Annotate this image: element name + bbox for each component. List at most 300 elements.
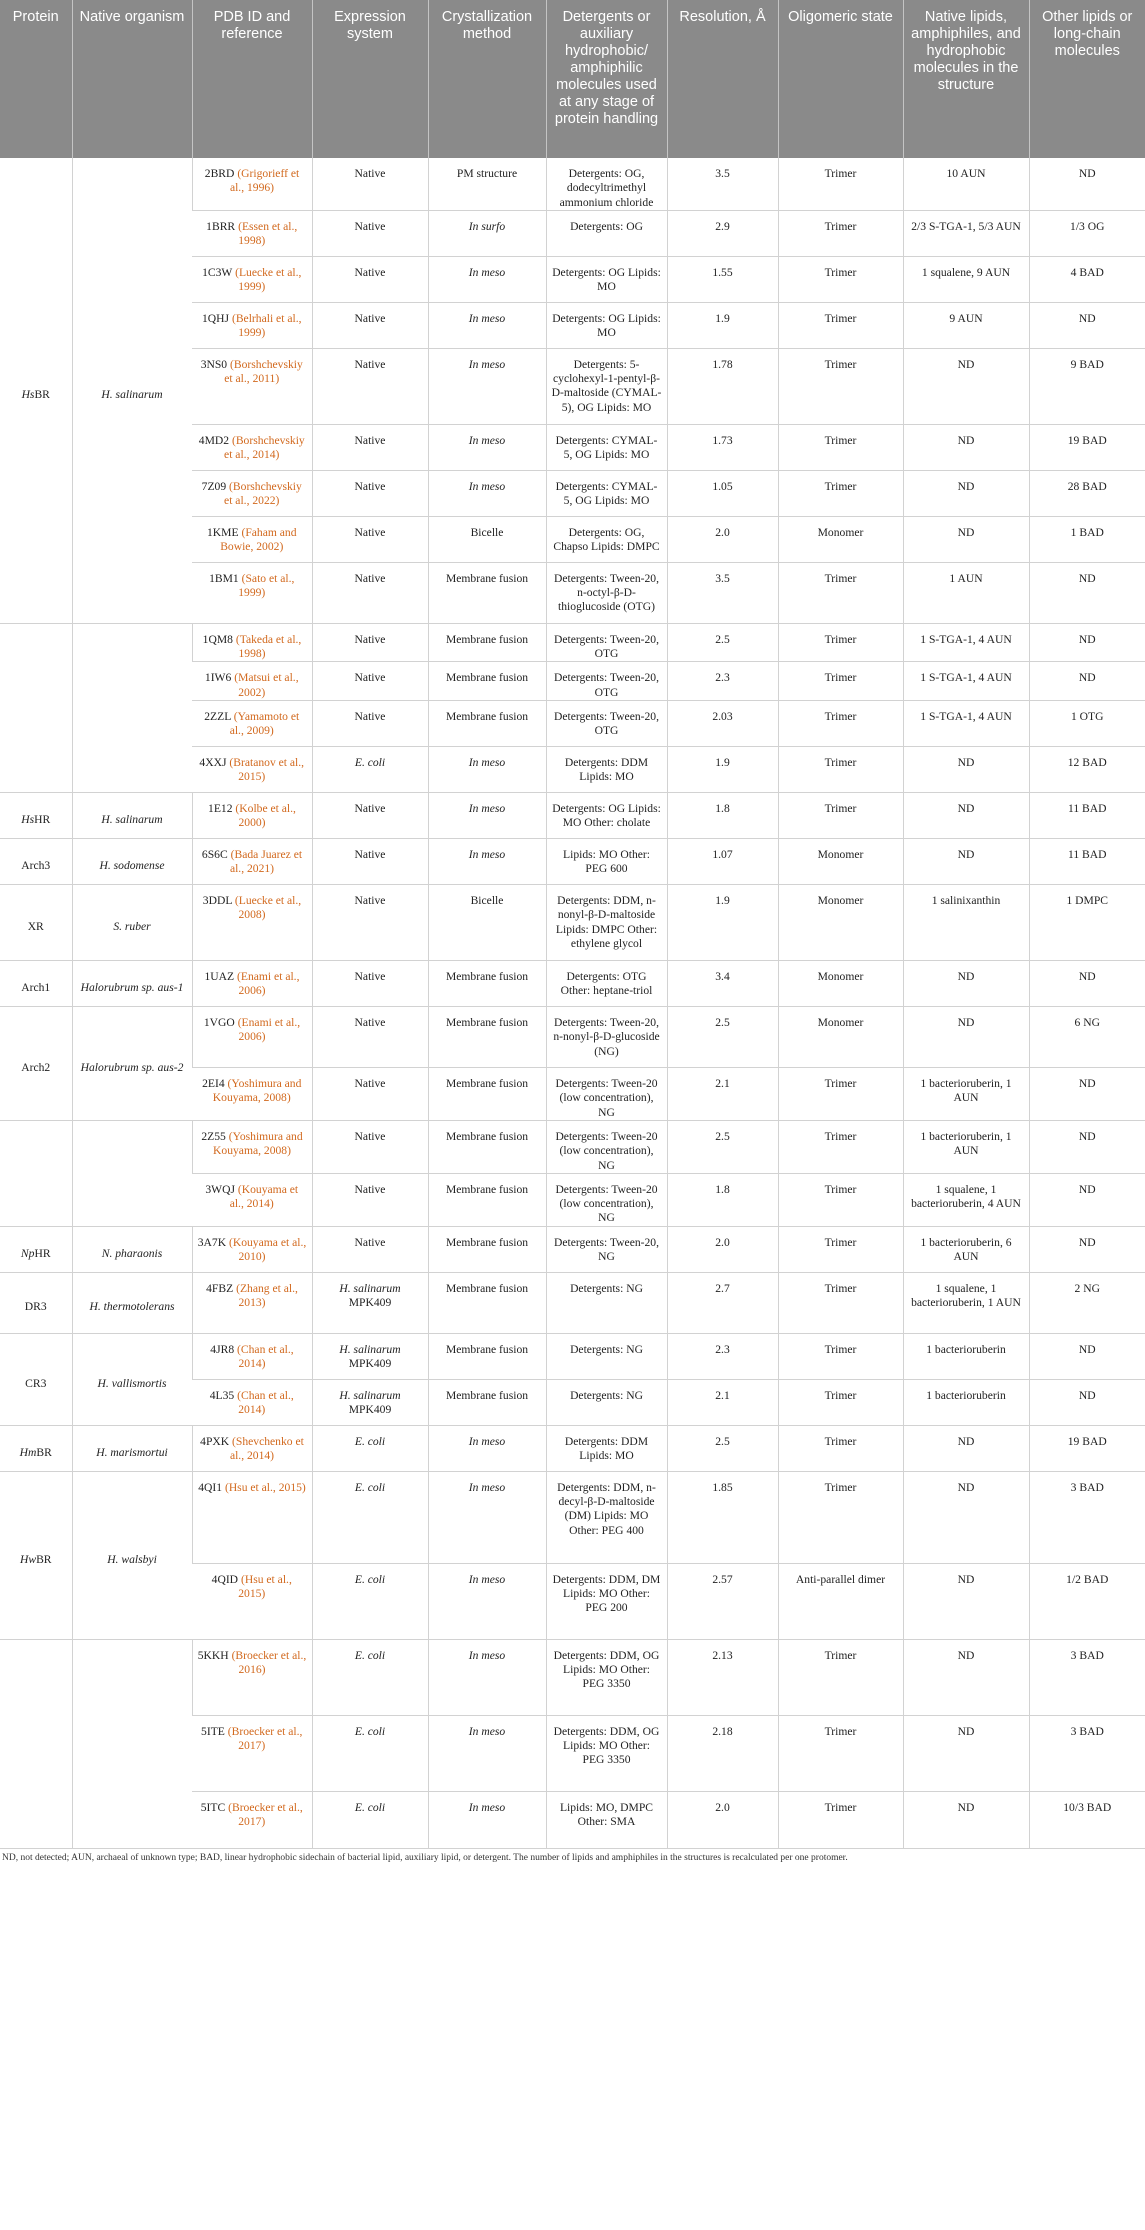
resolution-cell: 3.4 [667, 961, 778, 1007]
expression-cell [312, 839, 428, 885]
expression-system: E. coli [354, 1800, 386, 1814]
resolution-cell: 2.18 [667, 1715, 778, 1791]
method-cell [428, 1379, 546, 1425]
organism-name: H. sodomense [99, 858, 165, 872]
pdb-id: 4QID [211, 1572, 239, 1586]
crystallization-method: Membrane fusion [445, 1281, 529, 1295]
pdb-id: 4XXJ [199, 756, 227, 770]
expression-system: Native [354, 1129, 386, 1143]
reference-link[interactable]: (Zhang et al., 2013) [236, 1281, 298, 1310]
protein-cell [0, 158, 72, 623]
oligomeric-cell: Trimer [778, 562, 903, 623]
crystallization-method: Membrane fusion [445, 1182, 529, 1196]
expression-system: Native [354, 433, 386, 447]
reference-link[interactable]: (Shevchenko et al., 2014) [229, 1434, 304, 1463]
protein-cell [0, 839, 72, 885]
pdb-id: 4JR8 [210, 1342, 235, 1356]
column-header: Crystallization method [428, 0, 546, 158]
detergents-cell: Detergents: DDM Lipids: MO [546, 1425, 667, 1471]
pdb-cell [192, 1333, 312, 1379]
column-header: PDB ID and reference [192, 0, 312, 158]
oligomeric-cell: Trimer [778, 793, 903, 839]
crystallization-method: In meso [468, 802, 506, 816]
pdb-cell [192, 1379, 312, 1425]
expression-cell [312, 623, 428, 662]
method-cell [428, 1715, 546, 1791]
native-lipids-cell: ND [903, 1563, 1029, 1639]
expression-cell [312, 302, 428, 348]
expression-cell [312, 885, 428, 961]
protein-cell [0, 1007, 72, 1121]
native-lipids-cell: ND [903, 1715, 1029, 1791]
organism-cell [72, 885, 192, 961]
reference-link[interactable]: (Borshchevskiy et al., 2014) [224, 433, 305, 462]
other-lipids-cell: 3 BAD [1029, 1471, 1145, 1563]
crystallization-method: In meso [468, 1800, 506, 1814]
native-lipids-cell: ND [903, 1007, 1029, 1068]
expression-cell [312, 1173, 428, 1226]
native-lipids-cell: 1 squalene, 9 AUN [903, 256, 1029, 302]
oligomeric-cell: Trimer [778, 1715, 903, 1791]
expression-cell [312, 662, 428, 701]
method-cell [428, 701, 546, 747]
protein-cell [0, 885, 72, 961]
other-lipids-cell: ND [1029, 1173, 1145, 1226]
protein-cell [0, 793, 72, 839]
oligomeric-cell: Trimer [778, 1471, 903, 1563]
pdb-id: 5ITE [201, 1724, 225, 1738]
reference-link[interactable]: (Borshchevskiy et al., 2011) [224, 357, 303, 386]
expression-system: Native [354, 802, 386, 816]
table-row [0, 1471, 1145, 1563]
pdb-cell [192, 1007, 312, 1068]
other-lipids-cell: 19 BAD [1029, 1425, 1145, 1471]
expression-cell [312, 210, 428, 256]
method-cell [428, 1563, 546, 1639]
pdb-cell [192, 424, 312, 470]
pdb-id: 1BRR [206, 219, 236, 233]
method-cell [428, 885, 546, 961]
expression-cell [312, 1226, 428, 1272]
table-header-row [0, 0, 1145, 158]
other-lipids-cell: 12 BAD [1029, 747, 1145, 793]
crystallization-method: In meso [468, 848, 506, 862]
expression-cell [312, 1563, 428, 1639]
oligomeric-cell: Trimer [778, 1272, 903, 1333]
other-lipids-cell: 1 DMPC [1029, 885, 1145, 961]
pdb-cell [192, 1173, 312, 1226]
column-header: Resolution, Å [667, 0, 778, 158]
organism-cell [72, 1007, 192, 1121]
method-cell [428, 302, 546, 348]
expression-system: Native [354, 632, 386, 646]
reference-link[interactable]: (Broecker et al., 2016) [231, 1648, 307, 1677]
column-header: Oligomeric state [778, 0, 903, 158]
pdb-cell [192, 1068, 312, 1121]
expression-cell [312, 158, 428, 210]
protein-prefix: Np [20, 1246, 35, 1260]
other-lipids-cell: ND [1029, 623, 1145, 662]
pdb-id: 3A7K [197, 1235, 227, 1249]
other-lipids-cell: 2 NG [1029, 1272, 1145, 1333]
reference-link[interactable]: (Bada Juarez et al., 2021) [229, 848, 303, 876]
resolution-cell: 2.7 [667, 1272, 778, 1333]
organism-cell [72, 1120, 192, 1226]
native-lipids-cell: 1 bacterioruberin [903, 1379, 1029, 1425]
expression-organism: H. salinarum [339, 1342, 401, 1356]
resolution-cell: 2.5 [667, 623, 778, 662]
protein-cell [0, 961, 72, 1007]
reference-link[interactable]: (Grigorieff et al., 1996) [229, 167, 300, 195]
native-lipids-cell: ND [903, 793, 1029, 839]
method-cell [428, 961, 546, 1007]
detergents-cell: Detergents: DDM, OG Lipids: MO Other: PEG 3350 [546, 1639, 667, 1715]
organism-name: S. ruber [113, 919, 151, 933]
native-lipids-cell: 1 salinixanthin [903, 885, 1029, 961]
resolution-cell: 1.85 [667, 1471, 778, 1563]
reference-link[interactable]: (Takeda et al., 1998) [235, 632, 302, 661]
oligomeric-cell: Monomer [778, 839, 903, 885]
crystallization-method: In meso [468, 433, 506, 447]
reference-link[interactable]: (Hsu et al., 2015) [224, 1480, 306, 1494]
native-lipids-cell: ND [903, 470, 1029, 516]
table-body [0, 158, 1145, 1848]
pdb-id: 4FBZ [206, 1281, 234, 1295]
native-lipids-cell: 1 S-TGA-1, 4 AUN [903, 662, 1029, 701]
reference-link[interactable]: (Enami et al., 2006) [237, 970, 300, 998]
resolution-cell: 2.0 [667, 1791, 778, 1848]
expression-system: Native [354, 970, 386, 984]
other-lipids-cell: 1/3 OG [1029, 210, 1145, 256]
reference-link[interactable]: (Hsu et al., 2015) [238, 1572, 292, 1601]
pdb-id: 1KME [206, 525, 239, 539]
pdb-id: 4QI1 [198, 1480, 223, 1494]
detergents-cell: Detergents: Tween-20, OTG [546, 662, 667, 701]
reference-link[interactable]: (Enami et al., 2006) [237, 1016, 301, 1044]
native-lipids-cell: ND [903, 1425, 1029, 1471]
oligomeric-cell: Monomer [778, 1007, 903, 1068]
reference-link[interactable]: (Kouyama et al., 2010) [228, 1235, 307, 1264]
expression-cell [312, 1639, 428, 1715]
detergents-cell: Detergents: Tween-20, NG [546, 1226, 667, 1272]
pdb-id: 1IW6 [204, 671, 232, 685]
crystallization-method: In meso [468, 1572, 506, 1586]
organism-name: Halorubrum sp. aus-2 [80, 1060, 184, 1074]
reference-link[interactable]: (Broecker et al., 2017) [228, 1800, 303, 1829]
crystallization-method: In surfo [468, 219, 506, 233]
protein-cell [0, 1120, 72, 1226]
reference-link[interactable]: (Yoshimura and Kouyama, 2008) [212, 1077, 302, 1105]
protein-prefix: Hs [21, 387, 35, 401]
oligomeric-cell: Trimer [778, 1068, 903, 1121]
expression-system: Native [354, 848, 386, 862]
method-cell [428, 1471, 546, 1563]
native-lipids-cell: 1 bacterioruberin, 6 AUN [903, 1226, 1029, 1272]
organism-cell [72, 1226, 192, 1272]
oligomeric-cell: Monomer [778, 961, 903, 1007]
oligomeric-cell: Trimer [778, 302, 903, 348]
oligomeric-cell: Trimer [778, 1639, 903, 1715]
other-lipids-cell: 9 BAD [1029, 348, 1145, 424]
crystallization-method: In meso [468, 756, 506, 770]
method-cell [428, 256, 546, 302]
pdb-cell [192, 623, 312, 662]
other-lipids-cell: 3 BAD [1029, 1715, 1145, 1791]
expression-system: Native [354, 219, 386, 233]
organism-cell [72, 1425, 192, 1471]
oligomeric-cell: Trimer [778, 1791, 903, 1848]
protein-cell [0, 1471, 72, 1639]
column-header: Native organism [72, 0, 192, 158]
expression-cell [312, 348, 428, 424]
protein-name: Arch3 [21, 858, 51, 872]
detergents-cell: Detergents: NG [546, 1379, 667, 1425]
method-cell [428, 562, 546, 623]
crystallization-method: Bicelle [470, 894, 504, 908]
pdb-id: 2Z55 [201, 1129, 226, 1143]
detergents-cell: Lipids: MO, DMPC Other: SMA [546, 1791, 667, 1848]
pdb-cell [192, 1471, 312, 1563]
oligomeric-cell: Trimer [778, 701, 903, 747]
pdb-cell [192, 1715, 312, 1791]
detergents-cell: Detergents: DDM Lipids: MO [546, 747, 667, 793]
other-lipids-cell: ND [1029, 158, 1145, 210]
reference-link[interactable]: (Yamamoto et al., 2009) [229, 710, 300, 738]
resolution-cell: 2.13 [667, 1639, 778, 1715]
method-cell [428, 1226, 546, 1272]
detergents-cell: Detergents: 5-cyclohexyl-1-pentyl-β-D-maltoside (CYMAL-5), OG Lipids: MO [546, 348, 667, 424]
pdb-cell [192, 701, 312, 747]
oligomeric-cell: Trimer [778, 1425, 903, 1471]
expression-system: E. coli [354, 756, 386, 770]
resolution-cell: 1.73 [667, 424, 778, 470]
detergents-cell: Detergents: OTG Other: heptane-triol [546, 961, 667, 1007]
detergents-cell: Detergents: Tween-20 (low concentration), NG [546, 1068, 667, 1121]
native-lipids-cell: ND [903, 1791, 1029, 1848]
crystallization-method: In meso [468, 1480, 506, 1494]
column-header: Other lipids or long-chain molecules [1029, 0, 1145, 158]
pdb-cell [192, 1226, 312, 1272]
expression-system: Native [354, 571, 386, 585]
pdb-cell [192, 562, 312, 623]
protein-cell [0, 1639, 72, 1848]
resolution-cell: 2.0 [667, 1226, 778, 1272]
crystallization-method: In meso [468, 1648, 506, 1662]
table-footnote: ND, not detected; AUN, archaeal of unknown type; BAD, linear hydrophobic sidechain of bacterial lipid, auxiliary lipid, or detergent. The number of lipids and amphiphiles in the structures is recalculated per one protomer. [2, 1852, 848, 1863]
resolution-cell: 2.03 [667, 701, 778, 747]
oligomeric-cell: Trimer [778, 1120, 903, 1173]
reference-link[interactable]: (Sato et al., 1999) [238, 571, 295, 600]
expression-system: Native [354, 1077, 386, 1091]
crystallization-method: In meso [468, 1434, 506, 1448]
organism-cell [72, 839, 192, 885]
expression-cell [312, 1425, 428, 1471]
native-lipids-cell: ND [903, 516, 1029, 562]
reference-link[interactable]: (Luecke et al., 2008) [234, 894, 302, 922]
organism-name: H. salinarum [101, 812, 163, 826]
expression-cell [312, 1333, 428, 1379]
other-lipids-cell: 19 BAD [1029, 424, 1145, 470]
expression-system: Native [354, 311, 386, 325]
other-lipids-cell: 4 BAD [1029, 256, 1145, 302]
resolution-cell: 1.8 [667, 1173, 778, 1226]
crystallization-method: In meso [468, 357, 506, 371]
pdb-id: 3NS0 [200, 357, 228, 371]
expression-system: Native [354, 894, 386, 908]
detergents-cell: Detergents: OG, Chapso Lipids: DMPC [546, 516, 667, 562]
organism-cell [72, 1272, 192, 1333]
protein-suffix: BR [34, 387, 50, 401]
reference-link[interactable]: (Chan et al., 2014) [237, 1388, 294, 1417]
pdb-cell [192, 470, 312, 516]
reference-link[interactable]: (Chan et al., 2014) [237, 1342, 294, 1371]
expression-system: Native [354, 1182, 386, 1196]
expression-system: E. coli [354, 1572, 386, 1586]
organism-cell [72, 1333, 192, 1425]
reference-link[interactable]: (Luecke et al., 1999) [235, 265, 302, 294]
oligomeric-cell: Trimer [778, 1173, 903, 1226]
oligomeric-cell: Trimer [778, 348, 903, 424]
table-row [0, 1007, 1145, 1068]
crystallization-method: Membrane fusion [445, 1129, 529, 1143]
protein-suffix: HR [34, 812, 51, 826]
reference-link[interactable]: (Borshchevskiy et al., 2022) [224, 479, 302, 508]
resolution-cell: 1.9 [667, 885, 778, 961]
protein-name: DR3 [24, 1300, 47, 1314]
resolution-cell: 3.5 [667, 158, 778, 210]
resolution-cell: 1.9 [667, 302, 778, 348]
reference-link[interactable]: (Broecker et al., 2017) [227, 1724, 303, 1753]
pdb-cell [192, 662, 312, 701]
pdb-id: 7Z09 [201, 479, 227, 493]
resolution-cell: 3.5 [667, 562, 778, 623]
resolution-cell: 2.5 [667, 1425, 778, 1471]
detergents-cell: Detergents: CYMAL-5, OG Lipids: MO [546, 470, 667, 516]
reference-link[interactable]: (Belrhali et al., 1999) [231, 311, 302, 340]
reference-link[interactable]: (Kouyama et al., 2014) [229, 1182, 299, 1211]
table-row [0, 1272, 1145, 1333]
native-lipids-cell: 1 squalene, 1 bacterioruberin, 1 AUN [903, 1272, 1029, 1333]
native-lipids-cell: 9 AUN [903, 302, 1029, 348]
pdb-cell [192, 256, 312, 302]
table-row [0, 793, 1145, 839]
protein-suffix: HR [34, 1246, 51, 1260]
method-cell [428, 516, 546, 562]
organism-cell [72, 961, 192, 1007]
native-lipids-cell: ND [903, 1471, 1029, 1563]
native-lipids-cell: 1 S-TGA-1, 4 AUN [903, 701, 1029, 747]
table-row [0, 158, 1145, 210]
crystallization-method: Membrane fusion [445, 710, 529, 724]
expression-organism: H. salinarum [339, 1281, 401, 1295]
pdb-id: 4L35 [209, 1388, 235, 1402]
expression-system: Native [354, 671, 386, 685]
expression-cell [312, 424, 428, 470]
oligomeric-cell: Monomer [778, 516, 903, 562]
method-cell [428, 348, 546, 424]
other-lipids-cell: 6 NG [1029, 1007, 1145, 1068]
table-row [0, 1333, 1145, 1379]
reference-link[interactable]: (Faham and Bowie, 2002) [220, 525, 297, 554]
method-cell [428, 839, 546, 885]
native-lipids-cell: ND [903, 1639, 1029, 1715]
native-lipids-cell: 1 bacterioruberin [903, 1333, 1029, 1379]
other-lipids-cell: ND [1029, 1226, 1145, 1272]
pdb-id: 5KKH [197, 1648, 229, 1662]
crystallization-method: In meso [468, 265, 506, 279]
detergents-cell: Detergents: NG [546, 1272, 667, 1333]
resolution-cell: 1.78 [667, 348, 778, 424]
organism-name: H. walsbyi [107, 1552, 157, 1566]
native-lipids-cell: ND [903, 961, 1029, 1007]
expression-system: Native [354, 1235, 386, 1249]
detergents-cell: Detergents: Tween-20, n-octyl-β-D-thioglucoside (OTG) [546, 562, 667, 623]
oligomeric-cell: Trimer [778, 158, 903, 210]
other-lipids-cell: 1 BAD [1029, 516, 1145, 562]
table-row [0, 623, 1145, 662]
pdb-id: 4MD2 [198, 433, 230, 447]
detergents-cell: Detergents: DDM, n-decyl-β-D-maltoside (DM) Lipids: MO Other: PEG 400 [546, 1471, 667, 1563]
table-row [0, 1120, 1145, 1173]
resolution-cell: 2.1 [667, 1068, 778, 1121]
oligomeric-cell: Trimer [778, 747, 903, 793]
resolution-cell: 1.8 [667, 793, 778, 839]
detergents-cell: Detergents: DDM, OG Lipids: MO Other: PEG 3350 [546, 1715, 667, 1791]
organism-name: H. thermotolerans [89, 1300, 175, 1314]
other-lipids-cell: 1 OTG [1029, 701, 1145, 747]
pdb-id: 6S6C [201, 848, 228, 862]
protein-suffix: BR [36, 1552, 52, 1566]
expression-system: E. coli [354, 1434, 386, 1448]
other-lipids-cell: 3 BAD [1029, 1639, 1145, 1715]
expression-cell [312, 1007, 428, 1068]
crystallization-method: In meso [468, 311, 506, 325]
oligomeric-cell: Trimer [778, 1379, 903, 1425]
protein-prefix: Hw [19, 1552, 37, 1566]
oligomeric-cell: Trimer [778, 424, 903, 470]
reference-link[interactable]: (Yoshimura and Kouyama, 2008) [213, 1129, 303, 1158]
pdb-id: 1VGO [203, 1016, 235, 1030]
protein-name: CR3 [25, 1376, 47, 1390]
method-cell [428, 1333, 546, 1379]
column-header: Native lipids, amphiphiles, and hydrophobic molecules in the structure [903, 0, 1029, 158]
protein-cell [0, 1272, 72, 1333]
expression-cell [312, 1471, 428, 1563]
table-row [0, 961, 1145, 1007]
reference-link[interactable]: (Kolbe et al., 2000) [235, 802, 296, 830]
oligomeric-cell: Anti-parallel dimer [778, 1563, 903, 1639]
protein-name: XR [27, 919, 44, 933]
method-cell [428, 793, 546, 839]
resolution-cell: 1.07 [667, 839, 778, 885]
reference-link[interactable]: (Bratanov et al., 2015) [229, 756, 305, 784]
pdb-cell [192, 793, 312, 839]
expression-cell [312, 562, 428, 623]
crystallization-method: Membrane fusion [445, 1016, 529, 1030]
method-cell [428, 424, 546, 470]
expression-cell [312, 747, 428, 793]
method-cell [428, 1639, 546, 1715]
organism-cell [72, 793, 192, 839]
native-lipids-cell: 1 S-TGA-1, 4 AUN [903, 623, 1029, 662]
reference-link[interactable]: (Matsui et al., 2002) [234, 671, 299, 699]
oligomeric-cell: Monomer [778, 885, 903, 961]
expression-system: E. coli [354, 1648, 386, 1662]
native-lipids-cell: 10 AUN [903, 158, 1029, 210]
expression-system: Native [354, 1016, 386, 1030]
reference-link[interactable]: (Essen et al., 1998) [238, 219, 298, 248]
protein-prefix: Hm [19, 1445, 37, 1459]
